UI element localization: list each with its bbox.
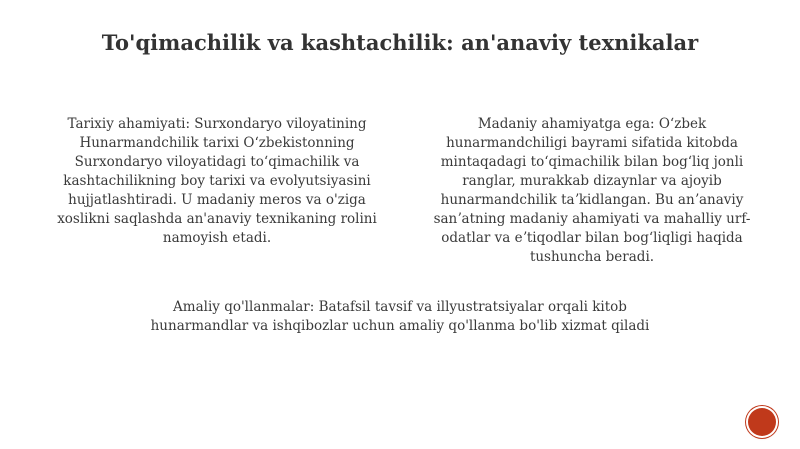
practical-guides-text: Amaliy qo'llanmalar: Batafsil tavsif va illyustratsiyalar orqali kitob hunarmandlar va ishqibozlar uchun amaliy qo'llanma bo'lib xizmat qiladi	[150, 299, 650, 334]
historical-significance-text: Tarixiy ahamiyati: Surxondaryo viloyatining Hunarmandchilik tarixi Oʻzbekistonning Surxondaryo viloyatidagi toʻqimachilik va kashtachilikning boy tarixi va evolyutsiyasini hujjatlashtiradi. U madaniy meros va o'ziga xoslikni saqlashda an'anaviy texnikaning rolini namoyish etadi.	[57, 116, 377, 246]
cultural-significance-text: Madaniy ahamiyatga ega: Oʻzbek hunarmandchiligi bayrami sifatida kitobda mintaqadagi toʻqimachilik bilan bogʻliq jonli ranglar, murakkab dizaynlar va ajoyib hunarmandchilik taʼkidlangan. Bu anʼanaviy sanʼatning madaniy ahamiyati va mahalliy urf-odatlar va eʼtiqodlar bilan bogʻliqligi haqida tushuncha beradi.	[433, 116, 751, 265]
slide-title: To'qimachilik va kashtachilik: an'anaviy texnikalar	[101, 30, 699, 55]
next-slide-button[interactable]	[748, 408, 776, 436]
